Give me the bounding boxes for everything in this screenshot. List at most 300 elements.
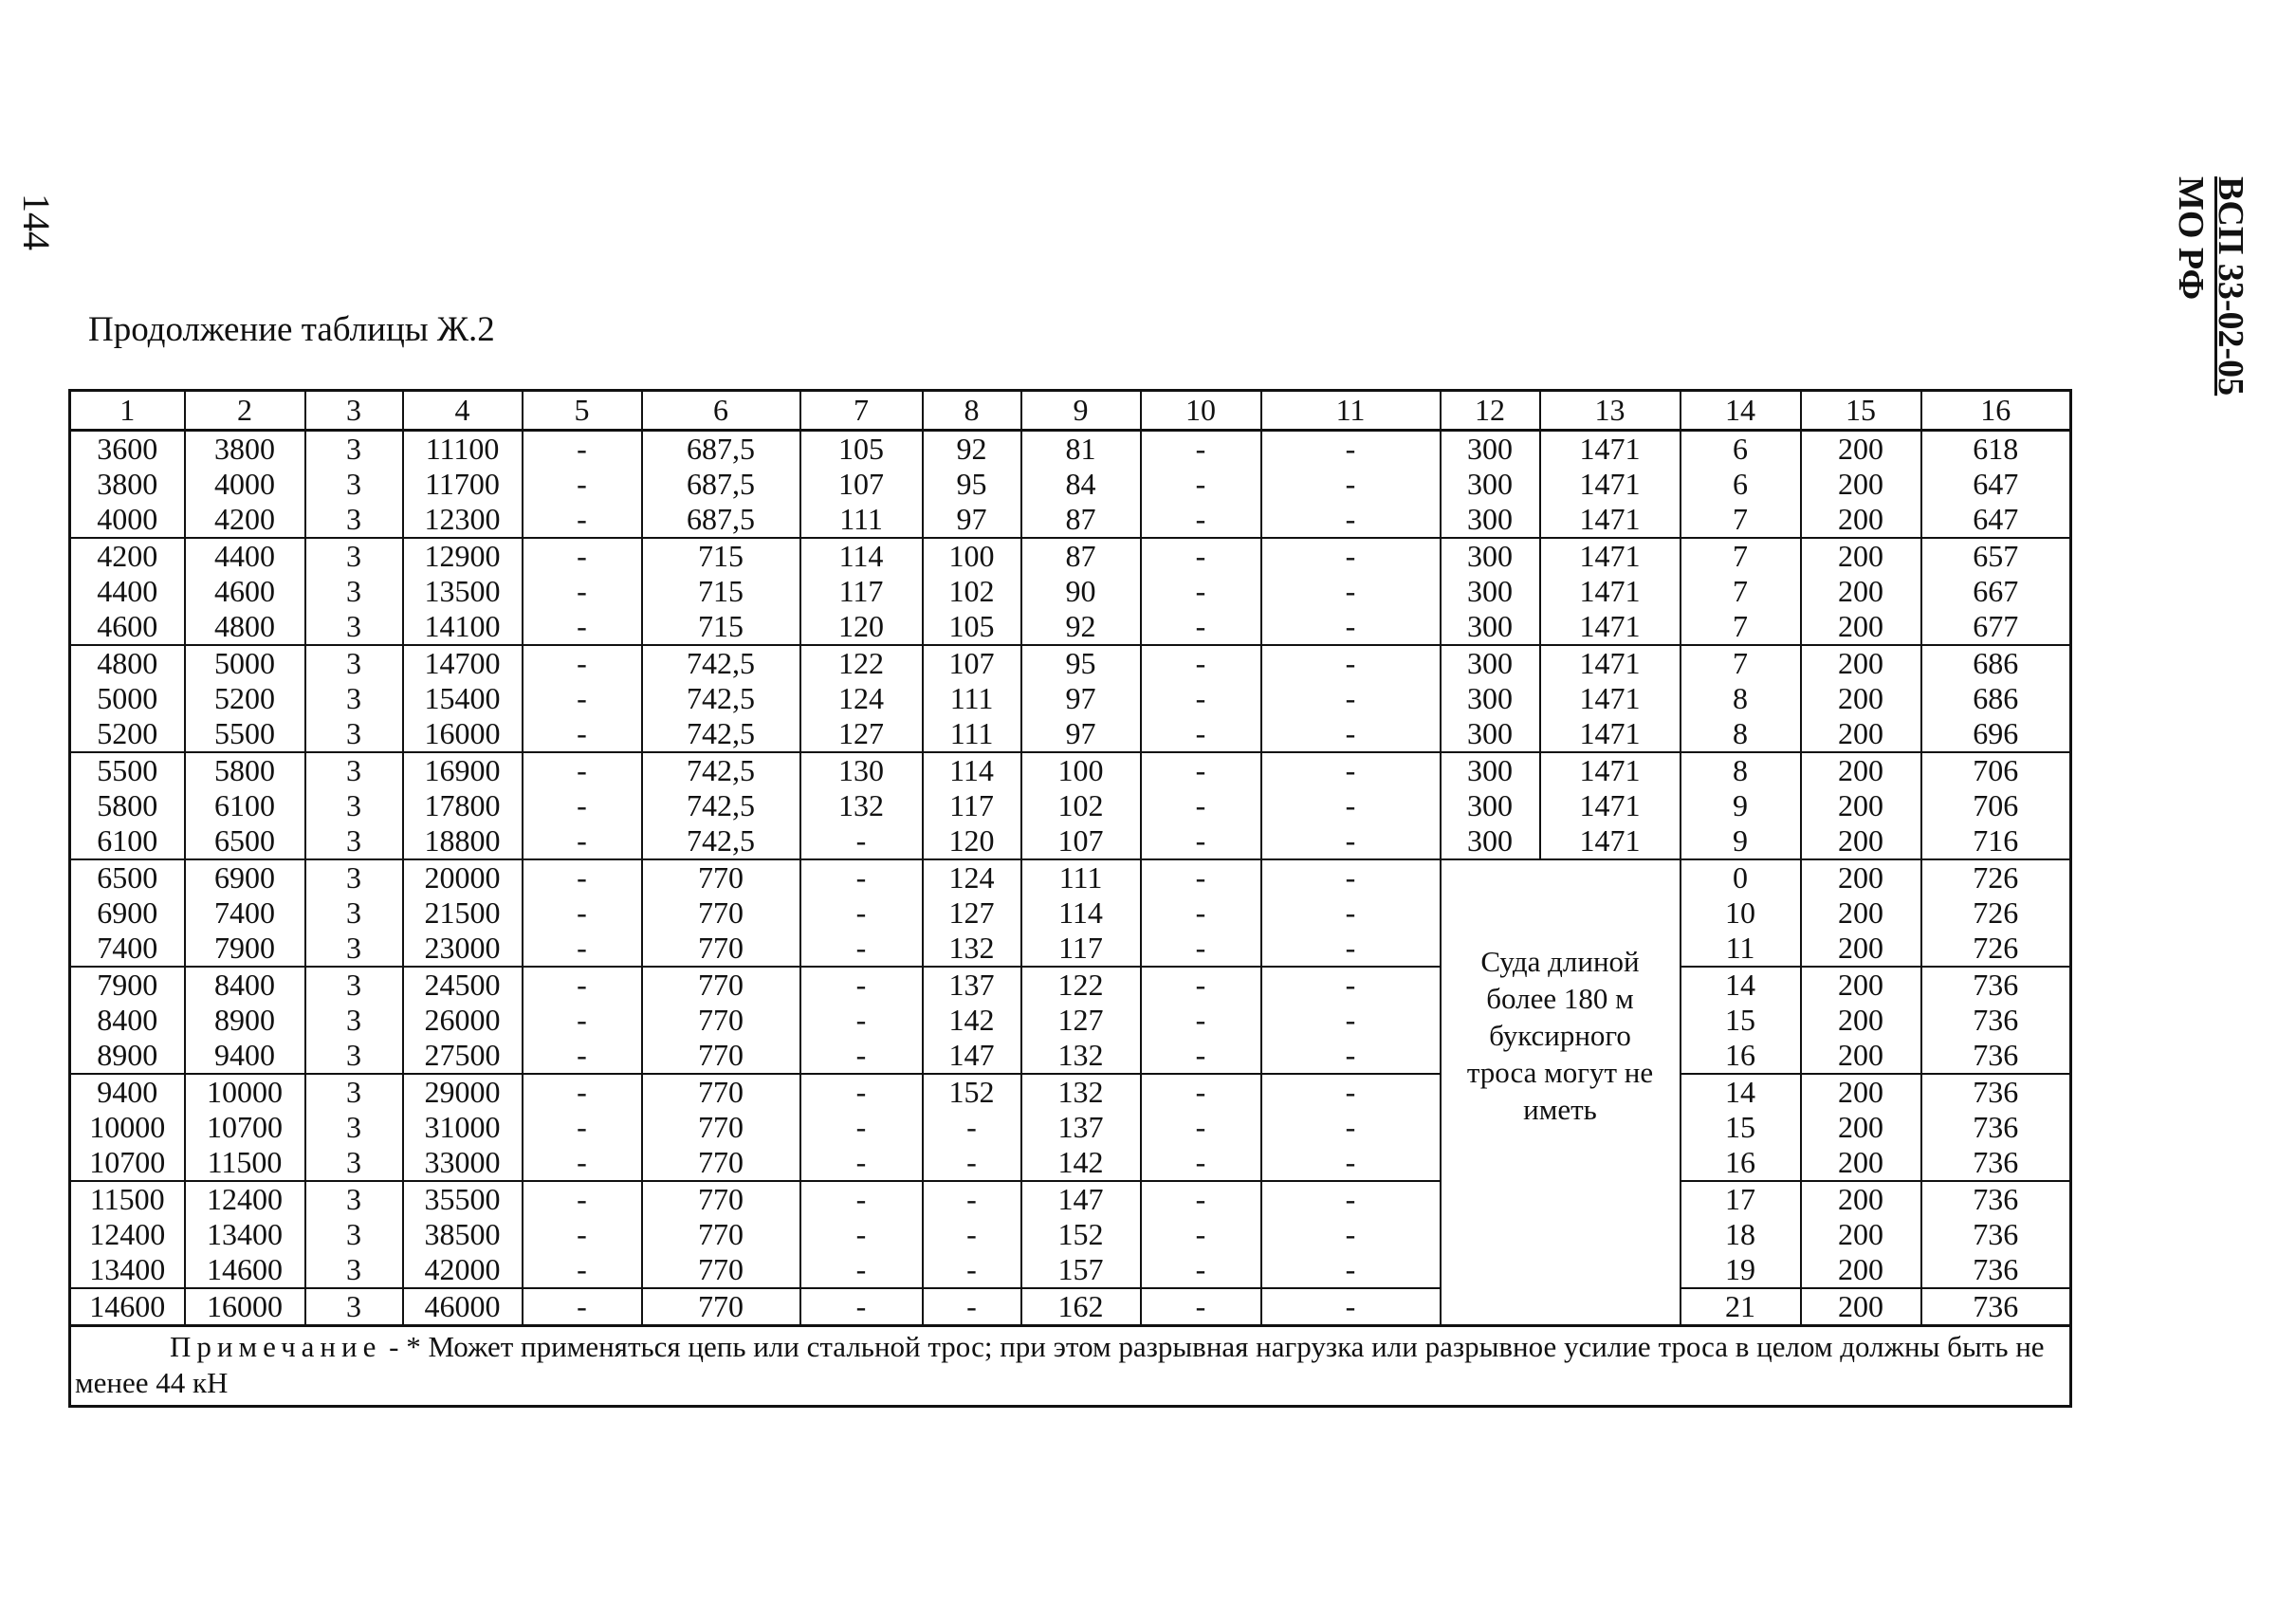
table-cell: 122 (1021, 967, 1141, 1003)
table-cell: 300 (1441, 609, 1540, 645)
table-cell: 14100 (403, 609, 523, 645)
table-cell: - (800, 967, 923, 1003)
table-cell: 1471 (1540, 467, 1681, 502)
table-cell: - (1141, 574, 1261, 609)
table-cell: 111 (923, 716, 1021, 752)
table-cell: - (523, 1217, 642, 1252)
table-cell: - (1261, 609, 1441, 645)
table-cell: 97 (923, 502, 1021, 538)
table-cell: - (800, 1288, 923, 1326)
table-cell: - (523, 1038, 642, 1074)
table-cell: 21 (1681, 1288, 1801, 1326)
table-cell: 770 (642, 1217, 800, 1252)
table-cell: 3 (305, 716, 403, 752)
table-cell: 200 (1801, 788, 1921, 823)
table-cell: - (800, 859, 923, 895)
table-cell: 742,5 (642, 716, 800, 752)
table-cell: 3 (305, 609, 403, 645)
table-cell: 736 (1921, 1110, 2071, 1145)
table-cell: 27500 (403, 1038, 523, 1074)
table-row (70, 681, 2071, 716)
table-cell: - (523, 788, 642, 823)
table-cell: 117 (1021, 931, 1141, 967)
table-cell: 5800 (70, 788, 185, 823)
table-cell: 9 (1681, 823, 1801, 859)
table-cell: 3 (305, 895, 403, 931)
table-cell: 16000 (403, 716, 523, 752)
table-row (70, 931, 2071, 967)
table-cell: 3 (305, 788, 403, 823)
table-cell: - (923, 1252, 1021, 1288)
table-cell: 726 (1921, 931, 2071, 967)
table-cell: - (1141, 895, 1261, 931)
table-cell: 742,5 (642, 823, 800, 859)
table-cell: 12300 (403, 502, 523, 538)
table-cell: 117 (923, 788, 1021, 823)
table-cell: 200 (1801, 502, 1921, 538)
table-cell: 3 (305, 1288, 403, 1326)
table-cell: - (800, 895, 923, 931)
table-cell: 736 (1921, 1038, 2071, 1074)
table-cell: 200 (1801, 1252, 1921, 1288)
table-cell: 12400 (185, 1181, 305, 1217)
table-cell: 715 (642, 538, 800, 574)
table-cell: - (923, 1145, 1021, 1181)
table-cell: 300 (1441, 574, 1540, 609)
table-cell: - (523, 431, 642, 468)
table-cell: 10000 (185, 1074, 305, 1110)
table-body (70, 431, 2071, 1326)
table-cell: 200 (1801, 752, 1921, 788)
table-cell: 26000 (403, 1003, 523, 1038)
table-cell: - (1261, 1038, 1441, 1074)
table-cell: 770 (642, 859, 800, 895)
table-cell: - (1141, 1003, 1261, 1038)
table-cell: 770 (642, 931, 800, 967)
table-cell: - (1141, 859, 1261, 895)
table-cell: 95 (923, 467, 1021, 502)
table-cell: 300 (1441, 431, 1540, 468)
column-header-14: 14 (1681, 391, 1801, 431)
table-cell: 200 (1801, 1217, 1921, 1252)
table-cell: 200 (1801, 1110, 1921, 1145)
table-cell: 1471 (1540, 502, 1681, 538)
table-cell: 87 (1021, 502, 1141, 538)
table-cell: - (1261, 823, 1441, 859)
table-cell: - (523, 609, 642, 645)
table-cell: 100 (1021, 752, 1141, 788)
table-cell: 706 (1921, 788, 2071, 823)
table-cell: 736 (1921, 1145, 2071, 1181)
table-cell: 127 (923, 895, 1021, 931)
table-cell: 3 (305, 1003, 403, 1038)
table-cell: - (1261, 1145, 1441, 1181)
table-cell: 770 (642, 1252, 800, 1288)
table-cell: 8 (1681, 716, 1801, 752)
table-cell: 3 (305, 931, 403, 967)
table-cell: 114 (800, 538, 923, 574)
table-cell: 8900 (185, 1003, 305, 1038)
table-cell: - (800, 1110, 923, 1145)
table-cell: 14 (1681, 967, 1801, 1003)
table-cell: 5000 (70, 681, 185, 716)
table-row (70, 1181, 2071, 1217)
table-cell: - (523, 752, 642, 788)
table-cell: 200 (1801, 1288, 1921, 1326)
table-cell: - (1141, 681, 1261, 716)
table-cell: 716 (1921, 823, 2071, 859)
table-cell: - (1261, 967, 1441, 1003)
table-cell: 3600 (70, 431, 185, 468)
table-cell: - (523, 716, 642, 752)
table-cell: 1471 (1540, 681, 1681, 716)
table-cell: - (523, 502, 642, 538)
table-cell: 3 (305, 467, 403, 502)
table-cell: 770 (642, 967, 800, 1003)
table-cell: 122 (800, 645, 923, 681)
table-cell: 3 (305, 1110, 403, 1145)
table-cell: 14700 (403, 645, 523, 681)
table-row (70, 1252, 2071, 1288)
table-cell: 105 (923, 609, 1021, 645)
table-cell: 120 (923, 823, 1021, 859)
table-cell: 7 (1681, 574, 1801, 609)
table-cell: 1471 (1540, 645, 1681, 681)
table-cell: - (523, 895, 642, 931)
column-header-16: 16 (1921, 391, 2071, 431)
table-cell: 14600 (70, 1288, 185, 1326)
table-cell: - (1261, 538, 1441, 574)
table-cell: 120 (800, 609, 923, 645)
table-cell: 726 (1921, 895, 2071, 931)
table-footnote (70, 1326, 2071, 1407)
table-cell: - (1141, 1181, 1261, 1217)
table-cell: 114 (923, 752, 1021, 788)
table-cell: 8 (1681, 752, 1801, 788)
table-cell: 127 (800, 716, 923, 752)
table-cell: 687,5 (642, 502, 800, 538)
table-cell: 3 (305, 823, 403, 859)
table-cell: - (523, 467, 642, 502)
column-header-5: 5 (523, 391, 642, 431)
column-header-6: 6 (642, 391, 800, 431)
table-cell: 6 (1681, 467, 1801, 502)
table-cell: 300 (1441, 716, 1540, 752)
table-cell: - (523, 1074, 642, 1110)
table-cell: 200 (1801, 681, 1921, 716)
table-cell: 13500 (403, 574, 523, 609)
table-cell: 200 (1801, 431, 1921, 468)
table-cell: 102 (1021, 788, 1141, 823)
table-cell: 95 (1021, 645, 1141, 681)
table-cell: 152 (923, 1074, 1021, 1110)
table-cell: 5800 (185, 752, 305, 788)
table-cell: 8900 (70, 1038, 185, 1074)
table-cell: 770 (642, 1110, 800, 1145)
table-cell: 6 (1681, 431, 1801, 468)
table-cell: - (800, 1181, 923, 1217)
table-cell: 686 (1921, 681, 2071, 716)
table-cell: - (523, 538, 642, 574)
table-cell: - (800, 1038, 923, 1074)
table-cell: - (1261, 574, 1441, 609)
table-cell: - (1261, 1288, 1441, 1326)
table-row (70, 823, 2071, 859)
table-cell: 84 (1021, 467, 1141, 502)
table-cell: 13400 (70, 1252, 185, 1288)
table-cell: 3 (305, 752, 403, 788)
table-cell: 5500 (185, 716, 305, 752)
table-cell: 770 (642, 1074, 800, 1110)
table-cell: 742,5 (642, 681, 800, 716)
table-cell: 15400 (403, 681, 523, 716)
table-cell: - (923, 1110, 1021, 1145)
table-cell: - (523, 823, 642, 859)
table-cell: - (1141, 967, 1261, 1003)
table-cell: 127 (1021, 1003, 1141, 1038)
table-cell: 687,5 (642, 431, 800, 468)
column-header-4: 4 (403, 391, 523, 431)
table-cell: 200 (1801, 1145, 1921, 1181)
table-cell: 4000 (185, 467, 305, 502)
table-cell: 147 (1021, 1181, 1141, 1217)
table-cell: 7900 (185, 931, 305, 967)
table-cell: 200 (1801, 1074, 1921, 1110)
table-cell: - (1141, 645, 1261, 681)
table-cell: - (1261, 859, 1441, 895)
table-cell: 157 (1021, 1252, 1141, 1288)
table-cell: 11500 (70, 1181, 185, 1217)
table-cell: - (1141, 931, 1261, 967)
table-cell: 14600 (185, 1252, 305, 1288)
table-cell: 300 (1441, 752, 1540, 788)
table-row (70, 1288, 2071, 1326)
table-cell: 18800 (403, 823, 523, 859)
footnote-label: Примечание (170, 1330, 382, 1363)
table-cell: - (1141, 716, 1261, 752)
table-cell: 105 (800, 431, 923, 468)
table-cell: 3800 (185, 431, 305, 468)
table-cell: 19 (1681, 1252, 1801, 1288)
table-cell: - (523, 1181, 642, 1217)
table-row (70, 1003, 2071, 1038)
table-cell: 3 (305, 1181, 403, 1217)
table-cell: 1471 (1540, 431, 1681, 468)
table-cell: 7 (1681, 502, 1801, 538)
table-cell: 124 (800, 681, 923, 716)
table-cell: - (800, 1252, 923, 1288)
table-cell: 5200 (185, 681, 305, 716)
table-cell: - (1261, 752, 1441, 788)
table-cell: 3 (305, 1145, 403, 1181)
table-cell: - (1261, 1003, 1441, 1038)
document-code-line1: ВСП 33-02-05 (2211, 176, 2250, 397)
table-cell: 736 (1921, 1252, 2071, 1288)
table-cell: 114 (1021, 895, 1141, 931)
table-cell: 16000 (185, 1288, 305, 1326)
table-cell: 100 (923, 538, 1021, 574)
table-cell: - (523, 645, 642, 681)
table-cell: 4600 (70, 609, 185, 645)
table-cell: - (523, 967, 642, 1003)
column-header-10: 10 (1141, 391, 1261, 431)
table-cell: 13400 (185, 1217, 305, 1252)
document-code (2170, 176, 2250, 396)
table-cell: 132 (923, 931, 1021, 967)
table-cell: - (523, 1003, 642, 1038)
table-cell: - (1141, 1110, 1261, 1145)
table-cell: 677 (1921, 609, 2071, 645)
table-cell: 736 (1921, 1181, 2071, 1217)
table-cell: - (1261, 788, 1441, 823)
table-cell: - (800, 1217, 923, 1252)
table-cell: 200 (1801, 895, 1921, 931)
table-cell: 3 (305, 859, 403, 895)
table-cell: - (1141, 1217, 1261, 1252)
table-cell: - (1261, 1217, 1441, 1252)
table-cell: 7400 (185, 895, 305, 931)
table-cell: 770 (642, 1181, 800, 1217)
column-header-11: 11 (1261, 391, 1441, 431)
table-cell: 300 (1441, 538, 1540, 574)
table-cell: 4800 (70, 645, 185, 681)
table-cell: 11700 (403, 467, 523, 502)
table-cell: 3 (305, 967, 403, 1003)
table-cell: 107 (800, 467, 923, 502)
table-cell: 23000 (403, 931, 523, 967)
table-cell: - (523, 681, 642, 716)
table-cell: 300 (1441, 823, 1540, 859)
table-cell: 742,5 (642, 752, 800, 788)
table-cell: 31000 (403, 1110, 523, 1145)
table-cell: 6900 (185, 859, 305, 895)
table-cell: 14 (1681, 1074, 1801, 1110)
table-cell: 4400 (70, 574, 185, 609)
column-header-7: 7 (800, 391, 923, 431)
table-cell: 3 (305, 1038, 403, 1074)
table-cell: - (523, 1145, 642, 1181)
column-header-3: 3 (305, 391, 403, 431)
table-cell: 124 (923, 859, 1021, 895)
table-cell: 618 (1921, 431, 2071, 468)
table-row (70, 1038, 2071, 1074)
table-cell: 200 (1801, 931, 1921, 967)
table-cell: - (1141, 752, 1261, 788)
table-cell: - (1141, 1288, 1261, 1326)
table-cell: - (1261, 431, 1441, 468)
table-cell: 742,5 (642, 645, 800, 681)
column-header-1: 1 (70, 391, 185, 431)
table-cell: 696 (1921, 716, 2071, 752)
table-cell: - (1261, 681, 1441, 716)
table-cell: 17 (1681, 1181, 1801, 1217)
table-cell: 200 (1801, 859, 1921, 895)
table-row (70, 1145, 2071, 1181)
table-cell: 3 (305, 1074, 403, 1110)
table-cell: 3 (305, 645, 403, 681)
table-cell: 200 (1801, 538, 1921, 574)
table-cell: - (1141, 788, 1261, 823)
table-cell: 21500 (403, 895, 523, 931)
table-cell: 5500 (70, 752, 185, 788)
table-cell: 300 (1441, 645, 1540, 681)
table-cell: 647 (1921, 502, 2071, 538)
table-cell: 10700 (185, 1110, 305, 1145)
merged-note-cell: Суда длиной более 180 м буксирного троса могут не иметь (1441, 859, 1681, 1326)
table-cell: - (1261, 467, 1441, 502)
table-footnote-row (70, 1326, 2071, 1407)
table-cell: 11100 (403, 431, 523, 468)
table-cell: 200 (1801, 645, 1921, 681)
table-cell: - (1261, 1074, 1441, 1110)
table-cell: 107 (1021, 823, 1141, 859)
table-cell: 12400 (70, 1217, 185, 1252)
table-cell: 3 (305, 1252, 403, 1288)
table-cell: 97 (1021, 716, 1141, 752)
table-cell: 1471 (1540, 574, 1681, 609)
table-cell: 6900 (70, 895, 185, 931)
table-row (70, 1074, 2071, 1110)
table-cell: 46000 (403, 1288, 523, 1326)
table-cell: 8400 (70, 1003, 185, 1038)
table-cell: 7900 (70, 967, 185, 1003)
table-cell: 3 (305, 1217, 403, 1252)
table-cell: - (1141, 1074, 1261, 1110)
table-cell: 200 (1801, 1003, 1921, 1038)
table-cell: 3 (305, 574, 403, 609)
table-cell: - (1141, 609, 1261, 645)
table-cell: 18 (1681, 1217, 1801, 1252)
table-row (70, 1110, 2071, 1145)
table-cell: 736 (1921, 1217, 2071, 1252)
table-cell: 5000 (185, 645, 305, 681)
table-cell: - (800, 1003, 923, 1038)
table-cell: 137 (1021, 1110, 1141, 1145)
table-cell: 1471 (1540, 538, 1681, 574)
table-cell: 8400 (185, 967, 305, 1003)
table-cell: 42000 (403, 1252, 523, 1288)
data-table (68, 389, 2072, 1408)
table-cell: 300 (1441, 467, 1540, 502)
table-cell: - (1261, 931, 1441, 967)
table-cell: 686 (1921, 645, 2071, 681)
table-cell: - (523, 574, 642, 609)
table-cell: 10 (1681, 895, 1801, 931)
table-cell: 200 (1801, 823, 1921, 859)
table-row (70, 502, 2071, 538)
table-cell: - (523, 1110, 642, 1145)
table-cell: 687,5 (642, 467, 800, 502)
table-cell: 1471 (1540, 716, 1681, 752)
table-cell: 33000 (403, 1145, 523, 1181)
table-cell: 200 (1801, 467, 1921, 502)
table-cell: 11 (1681, 931, 1801, 967)
table-cell: - (1261, 895, 1441, 931)
column-header-13: 13 (1540, 391, 1681, 431)
table-cell: - (1261, 1181, 1441, 1217)
table-cell: 35500 (403, 1181, 523, 1217)
table-cell: 7 (1681, 538, 1801, 574)
table-cell: 24500 (403, 967, 523, 1003)
table-cell: 6100 (185, 788, 305, 823)
table-cell: - (523, 859, 642, 895)
table-cell: 7400 (70, 931, 185, 967)
table-cell: 142 (1021, 1145, 1141, 1181)
table-cell: 4800 (185, 609, 305, 645)
table-cell: 3800 (70, 467, 185, 502)
table-row (70, 467, 2071, 502)
table-cell: - (800, 1074, 923, 1110)
